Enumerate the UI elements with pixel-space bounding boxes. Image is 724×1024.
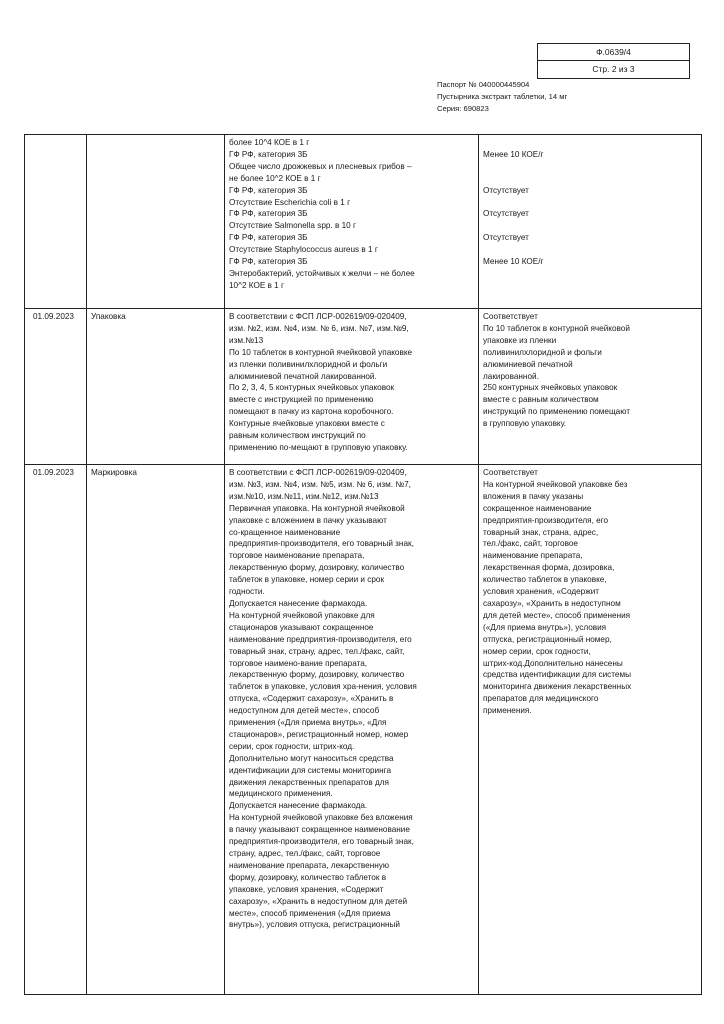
text-line: 10^2 КОЕ в 1 г [229, 280, 284, 290]
text-line: поливинилхлоридной и фольги [483, 347, 602, 357]
text-line: средства идентификации для системы [483, 670, 631, 680]
text-line: («Для приема внутрь»), условия [483, 622, 607, 632]
text-line: Отсутствие Staphylococcus aureus в 1 г [229, 245, 378, 255]
text-line: медицинского применения. [229, 789, 333, 799]
text-line: упаковке, условия хранения, «Содержит [229, 884, 384, 894]
text-line [483, 161, 697, 173]
result-text [479, 309, 701, 430]
table-row [25, 465, 702, 995]
date-cell: 01.09.2023 [25, 309, 87, 465]
text-line: недоступном для детей месте», способ [229, 706, 380, 716]
text-line: 250 контурных ячейковых упаковок [483, 383, 618, 393]
text-line: алюминиевой печатной [483, 359, 573, 369]
text-line: равным количеством инструкций по [229, 431, 366, 441]
text-line: предприятия-производителя, его товарный знак, [229, 837, 414, 847]
result-text [479, 135, 701, 268]
table-row [25, 135, 702, 309]
text-line: ГФ РФ, категория 3Б [229, 257, 308, 267]
text-line: изм.№13 [229, 335, 264, 345]
text-line: товарный знак, страна, адрес, [483, 527, 599, 537]
text-line: Соответствует [483, 312, 538, 321]
text-line: отпуска, регистрационный номер, [483, 634, 612, 644]
indicator-cell [87, 135, 225, 309]
text-line: идентификации для системы мониторинга [229, 765, 392, 775]
requirement-cell [225, 465, 479, 995]
text-line: По 10 таблеток в контурной ячейковой упаковке [229, 347, 413, 357]
text-line [483, 244, 697, 256]
result-cell [479, 309, 702, 465]
text-line: мониторинга движения лекарственных [483, 682, 632, 692]
text-line: По 10 таблеток в контурной ячейковой [483, 323, 630, 333]
text-line: торговое наименование препарата, [229, 551, 365, 561]
text-line: из пленки поливинилхлоридной и фольги [229, 359, 388, 369]
text-line: лекарственную форму, дозировку, количество [229, 563, 405, 573]
text-line: таблеток в упаковке, номер серии и срок [229, 575, 385, 585]
text-line: На контурной ячейковой упаковке без [483, 479, 628, 489]
series-number: Серия: 690823 [437, 104, 489, 113]
text-line: лекарственная форма, дозировка, [483, 563, 615, 573]
text-line: со-кращенное наименование [229, 527, 341, 537]
text-line: Отсутствует [483, 233, 529, 243]
text-line: алюминиевой печатной лакированной. [229, 371, 377, 381]
text-line: Общее число дрожжевых и плесневых грибов – [229, 161, 412, 171]
text-line: сахарозу», «Хранить в недоступном для детей [229, 896, 408, 906]
text-line: применения («Для приема внутрь», «Для [229, 718, 387, 728]
text-line: тел./факс, сайт, торговое [483, 539, 578, 549]
table-row [25, 309, 702, 465]
text-line: предприятия-производителя, его [483, 515, 609, 525]
text-line: количество таблеток в упаковке, [483, 575, 607, 585]
text-line: товарный знак, страну, адрес, тел./факс, сайт, [229, 646, 405, 656]
text-line: изм. №2, изм. №4, изм. № 6, изм. №7, изм.№9, [229, 323, 409, 333]
text-line: применения. [483, 706, 532, 716]
result-cell [479, 135, 702, 309]
text-line [483, 173, 697, 185]
text-line: Дополнительно могут наноситься средства [229, 753, 394, 763]
text-line: вложения в пачку указаны [483, 491, 584, 501]
indicator-cell: Маркировка [87, 465, 225, 995]
text-line: вместе с равным количеством [483, 395, 599, 405]
text-line: Допускается нанесение фармакода. [229, 598, 368, 608]
text-line: номер серии, срок годности, [483, 646, 591, 656]
text-line: движения лекарственных препаратов для [229, 777, 389, 787]
text-line: для детей месте», способ применения [483, 610, 631, 620]
text-line: не более 10^2 КОЕ в 1 г [229, 173, 321, 183]
text-line: лекарственную форму, дозировку, количество [229, 670, 405, 680]
requirement-text [225, 309, 478, 454]
date-cell [25, 135, 87, 309]
text-line: стационаров», регистрационный номер, номер [229, 729, 409, 739]
requirement-cell [225, 309, 479, 465]
text-line: наименование предприятия-производителя, его [229, 634, 412, 644]
text-line: ГФ РФ, категория 3Б [229, 185, 308, 195]
text-line: Менее 10 КОЕ/г [483, 257, 544, 267]
text-line: Первичная упаковка. На контурной ячейковой [229, 503, 405, 513]
text-line: инструкций по применению помещают [483, 407, 630, 417]
passport-header [437, 79, 567, 115]
text-line: отпуска, «Содержит сахарозу», «Хранить в [229, 694, 394, 704]
text-line: Отсутствие Escherichia coli в 1 г [229, 197, 351, 207]
form-number: Ф.0639/4 [538, 44, 689, 61]
result-text [479, 465, 701, 717]
text-line: торговое наимено-вание препарата, [229, 658, 368, 668]
text-line: страну, адрес, тел./факс, сайт, торговое [229, 849, 381, 858]
text-line: ГФ РФ, категория 3Б [229, 209, 308, 219]
text-line: серии, срок годности, штрих-код. [229, 741, 355, 751]
text-line: В соответствии с ФСП ЛСР-002619/09-020409, [229, 468, 407, 477]
text-line: ГФ РФ, категория 3Б [229, 149, 308, 159]
requirement-text [225, 465, 478, 931]
text-line: Контурные ячейковые упаковки вместе с [229, 419, 385, 429]
text-line: наименование препарата, лекарственную [229, 860, 389, 870]
text-line: таблеток в упаковке, условия хра-нения, условия [229, 682, 417, 692]
text-line: упаковке из пленки [483, 335, 557, 345]
text-line: сахарозу», «Хранить в недоступном [483, 598, 621, 608]
text-line: применению по-мещают в групповую упаковку. [229, 442, 408, 452]
text-line: сокращенное наименование [483, 503, 592, 513]
text-line: годности. [229, 587, 265, 597]
text-line: изм.№10, изм.№11, изм.№12, изм.№13 [229, 491, 379, 501]
text-line [483, 197, 697, 209]
text-line: На контурной ячейковой упаковке без вложения [229, 813, 413, 823]
text-line: месте», способ применения («Для приема [229, 908, 391, 918]
text-line: форму, дозировку, количество таблеток в [229, 872, 387, 882]
text-line: стационаров указывают сокращенное [229, 622, 374, 632]
text-line: Отсутствует [483, 209, 529, 219]
text-line: Отсутствие Salmonella spp. в 10 г [229, 221, 356, 231]
requirement-text [225, 135, 478, 292]
text-line: упаковке с вложением в пачку указывают [229, 515, 387, 525]
text-line: ГФ РФ, категория 3Б [229, 233, 308, 243]
text-line [483, 220, 697, 232]
form-number-box [537, 43, 690, 79]
text-line: в пачку указывают сокращенное наименование [229, 825, 410, 835]
page-number: Стр. 2 из 3 [592, 64, 635, 74]
text-line: На контурной ячейковой упаковке для [229, 610, 375, 620]
text-line: Допускается нанесение фармакода. [229, 801, 368, 811]
text-line: в групповую упаковку. [483, 419, 567, 429]
text-line: внутрь»), условия отпуска, регистрационный [229, 920, 400, 930]
text-line: Энтеробактерий, устойчивых к желчи – не более [229, 268, 415, 278]
product-name: Пустырника экстракт таблетки, 14 мг [437, 92, 568, 101]
indicator-cell: Упаковка [87, 309, 225, 465]
date-cell: 01.09.2023 [25, 465, 87, 995]
text-line: вместе с инструкцией по применению [229, 395, 374, 405]
text-line: В соответствии с ФСП ЛСР-002619/09-020409, [229, 312, 407, 321]
text-line: наименование препарата, [483, 551, 583, 561]
text-line: По 2, 3, 4, 5 контурных ячейковых упаковок [229, 383, 395, 393]
result-cell [479, 465, 702, 995]
text-line: препаратов для медицинского [483, 694, 599, 704]
text-line: изм. №3, изм. №4, изм. №5, изм. № 6, изм. №7, [229, 479, 411, 489]
quality-table [24, 134, 702, 995]
requirement-cell [225, 135, 479, 309]
text-line: Отсутствует [483, 185, 529, 195]
text-line [483, 137, 697, 149]
text-line: помещают в пачку из картона коробочного. [229, 407, 394, 417]
text-line: предприятия-производителя, его товарный знак, [229, 539, 414, 549]
passport-number: Паспорт № 040000445904 [437, 80, 530, 89]
text-line: лакированной. [483, 371, 539, 381]
text-line: Менее 10 КОЕ/г [483, 149, 544, 159]
text-line: Соответствует [483, 468, 538, 477]
text-line: штрих-код.Дополнительно нанесены [483, 658, 623, 668]
text-line: более 10^4 КОЕ в 1 г [229, 138, 310, 147]
text-line: условия хранения, «Содержит [483, 587, 600, 597]
